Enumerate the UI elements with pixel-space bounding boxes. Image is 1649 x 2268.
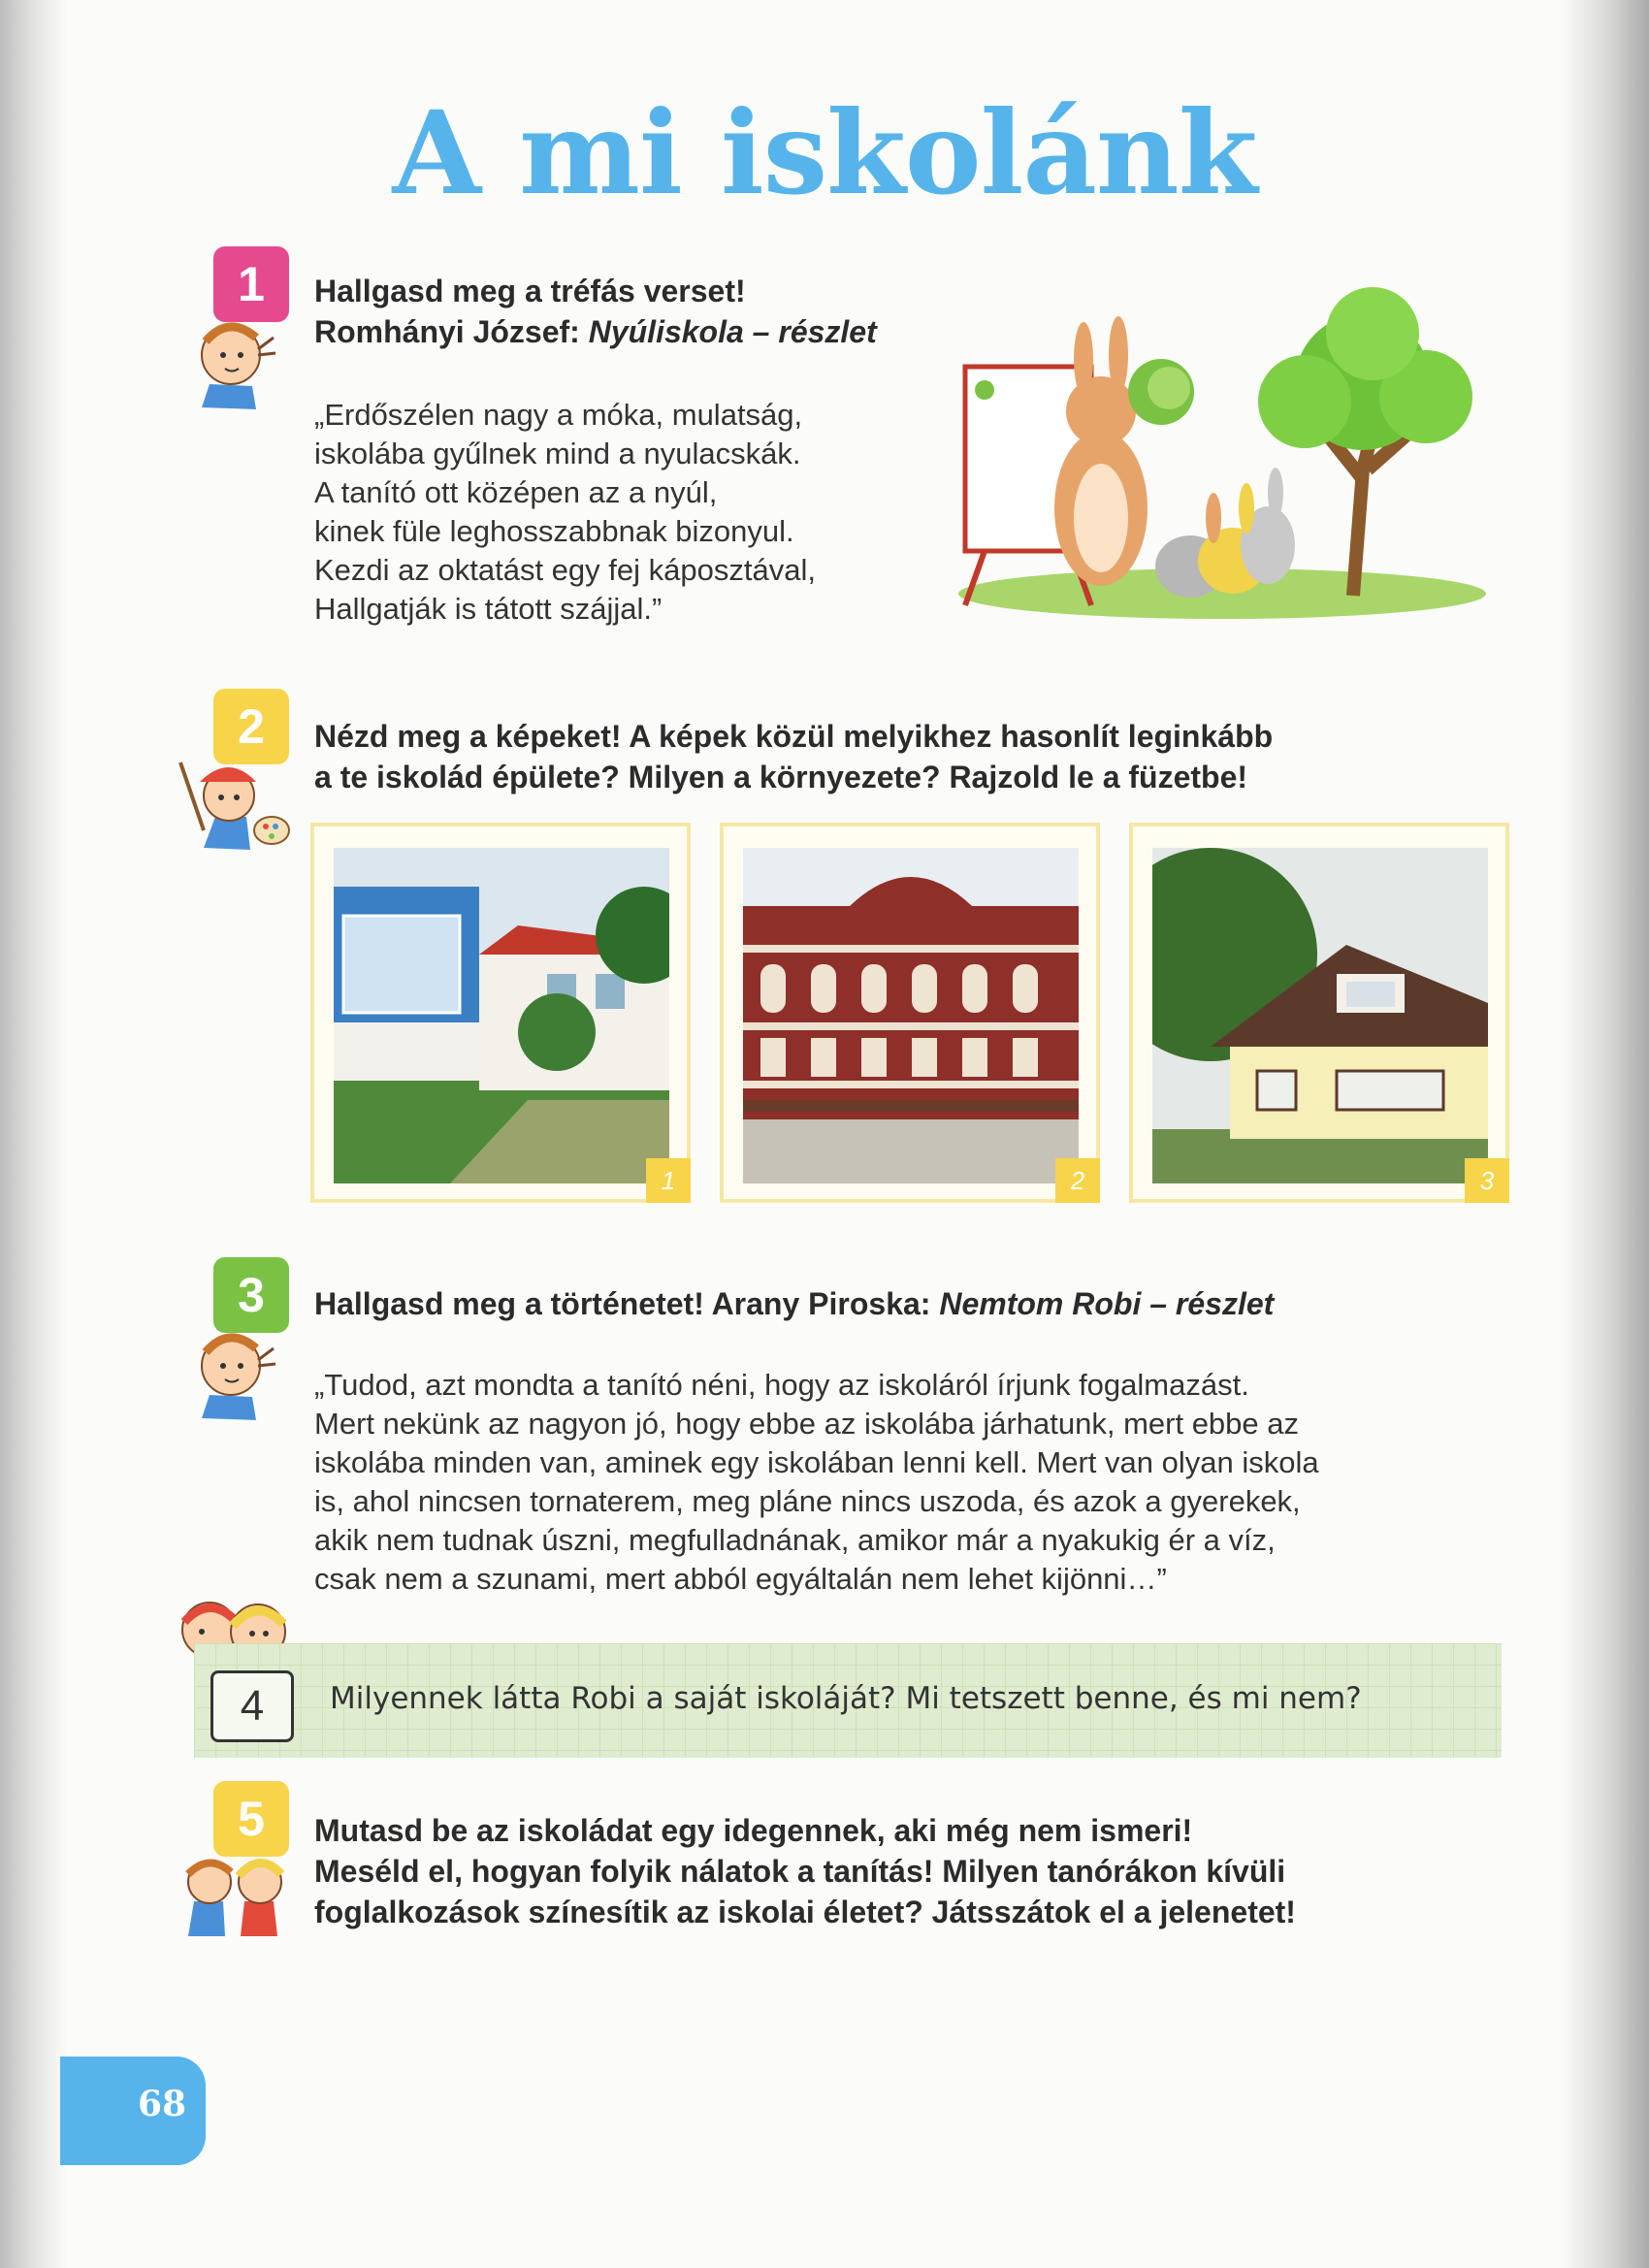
poem-line: iskolába gyűlnek mind a nyulacskák. bbox=[314, 437, 801, 470]
page-edge-shadow-right bbox=[1562, 0, 1649, 2268]
boy-listening-icon bbox=[180, 308, 277, 411]
school-photo-1 bbox=[334, 848, 669, 1183]
story-line: „Tudod, azt mondta a tanító néni, hogy az iskoláról írjunk fogalmazást. bbox=[314, 1368, 1249, 1402]
task-4-question: Milyennek látta Robi a saját iskoláját? Mi tetszett benne, és mi nem? bbox=[330, 1681, 1362, 1716]
story-line: Mert nekünk az nagyon jó, hogy ebbe az iskolába járhatunk, mert ebbe az bbox=[314, 1407, 1300, 1441]
poem-line: „Erdőszélen nagy a móka, mulatság, bbox=[314, 398, 803, 432]
task-3-heading-text: Hallgasd meg a történetet! Arany Piroska: bbox=[314, 1286, 940, 1321]
story-line: iskolába minden van, aminek egy iskolában lenni kell. Mert van olyan iskola bbox=[314, 1445, 1319, 1479]
task-4-badge: 4 bbox=[210, 1670, 294, 1742]
boy-listening-icon-2 bbox=[180, 1319, 277, 1422]
school-photo-2-frame bbox=[720, 823, 1100, 1203]
poem-text bbox=[314, 396, 816, 629]
story-line: akik nem tudnak úszni, megfulladnának, amikor már a nyakukig ér a víz, bbox=[314, 1523, 1276, 1557]
story-text bbox=[314, 1366, 1319, 1599]
task-2-badge: 2 bbox=[213, 689, 289, 764]
school-photo-3-frame bbox=[1129, 823, 1509, 1203]
story-line: csak nem a szunami, mert abból egyáltalán nem lehet kijönni…” bbox=[314, 1562, 1167, 1596]
task-1-author: Romhányi József: bbox=[314, 314, 589, 349]
task-2-heading-line1: Nézd meg a képeket! A képek közül melyikhez hasonlít leginkább bbox=[314, 719, 1274, 754]
photo-2-number: 2 bbox=[1055, 1158, 1100, 1203]
task-1-poem-title: Nyúliskola – részlet bbox=[588, 314, 877, 349]
task-2-heading bbox=[314, 716, 1273, 797]
task-1-heading-line2 bbox=[314, 311, 877, 352]
task-3-heading bbox=[314, 1283, 1274, 1324]
photo-3-number: 3 bbox=[1465, 1158, 1509, 1203]
poem-line: kinek füle leghosszabbnak bizonyul. bbox=[314, 514, 794, 548]
poem-line: Hallgatják is tátott szájjal.” bbox=[314, 592, 663, 626]
school-photo-1-frame bbox=[310, 823, 691, 1203]
task-2-heading-line2: a te iskolád épülete? Milyen a környezete? Rajzold le a füzetbe! bbox=[314, 760, 1248, 794]
task-3-badge: 3 bbox=[213, 1257, 289, 1333]
task-1-heading bbox=[314, 271, 877, 352]
task-5-line: Meséld el, hogyan folyik nálatok a tanítás! Milyen tanórákon kívüli bbox=[314, 1854, 1286, 1889]
task-5-line: foglalkozások színesítik az iskolai életet? Játsszátok el a jelenetet! bbox=[314, 1895, 1296, 1929]
task-1-badge: 1 bbox=[213, 246, 289, 322]
photo-1-number: 1 bbox=[646, 1158, 691, 1203]
story-line: is, ahol nincsen tornaterem, meg pláne nincs uszoda, és azok a gyerekek, bbox=[314, 1484, 1301, 1518]
painter-kid-icon bbox=[175, 753, 291, 859]
rabbit-school-illustration bbox=[955, 285, 1489, 625]
poem-line: Kezdi az oktatást egy fej káposztával, bbox=[314, 553, 816, 587]
task-5-text bbox=[314, 1810, 1296, 1932]
poem-line: A tanító ott középen az a nyúl, bbox=[314, 475, 718, 509]
school-photo-3 bbox=[1152, 848, 1488, 1183]
task-5-line: Mutasd be az iskoládat egy idegennek, aki még nem ismeri! bbox=[314, 1813, 1193, 1848]
task-5-badge: 5 bbox=[213, 1781, 289, 1857]
two-kids-presenting-icon bbox=[175, 1843, 295, 1944]
task-3-story-title: Nemtom Robi – részlet bbox=[939, 1286, 1275, 1321]
task-1-heading-line1: Hallgasd meg a tréfás verset! bbox=[314, 274, 746, 308]
page-number: 68 bbox=[138, 2084, 187, 2124]
page-edge-shadow-left bbox=[0, 0, 68, 2268]
page-title: A mi iskolánk bbox=[392, 85, 1257, 220]
school-photo-2 bbox=[743, 848, 1079, 1183]
